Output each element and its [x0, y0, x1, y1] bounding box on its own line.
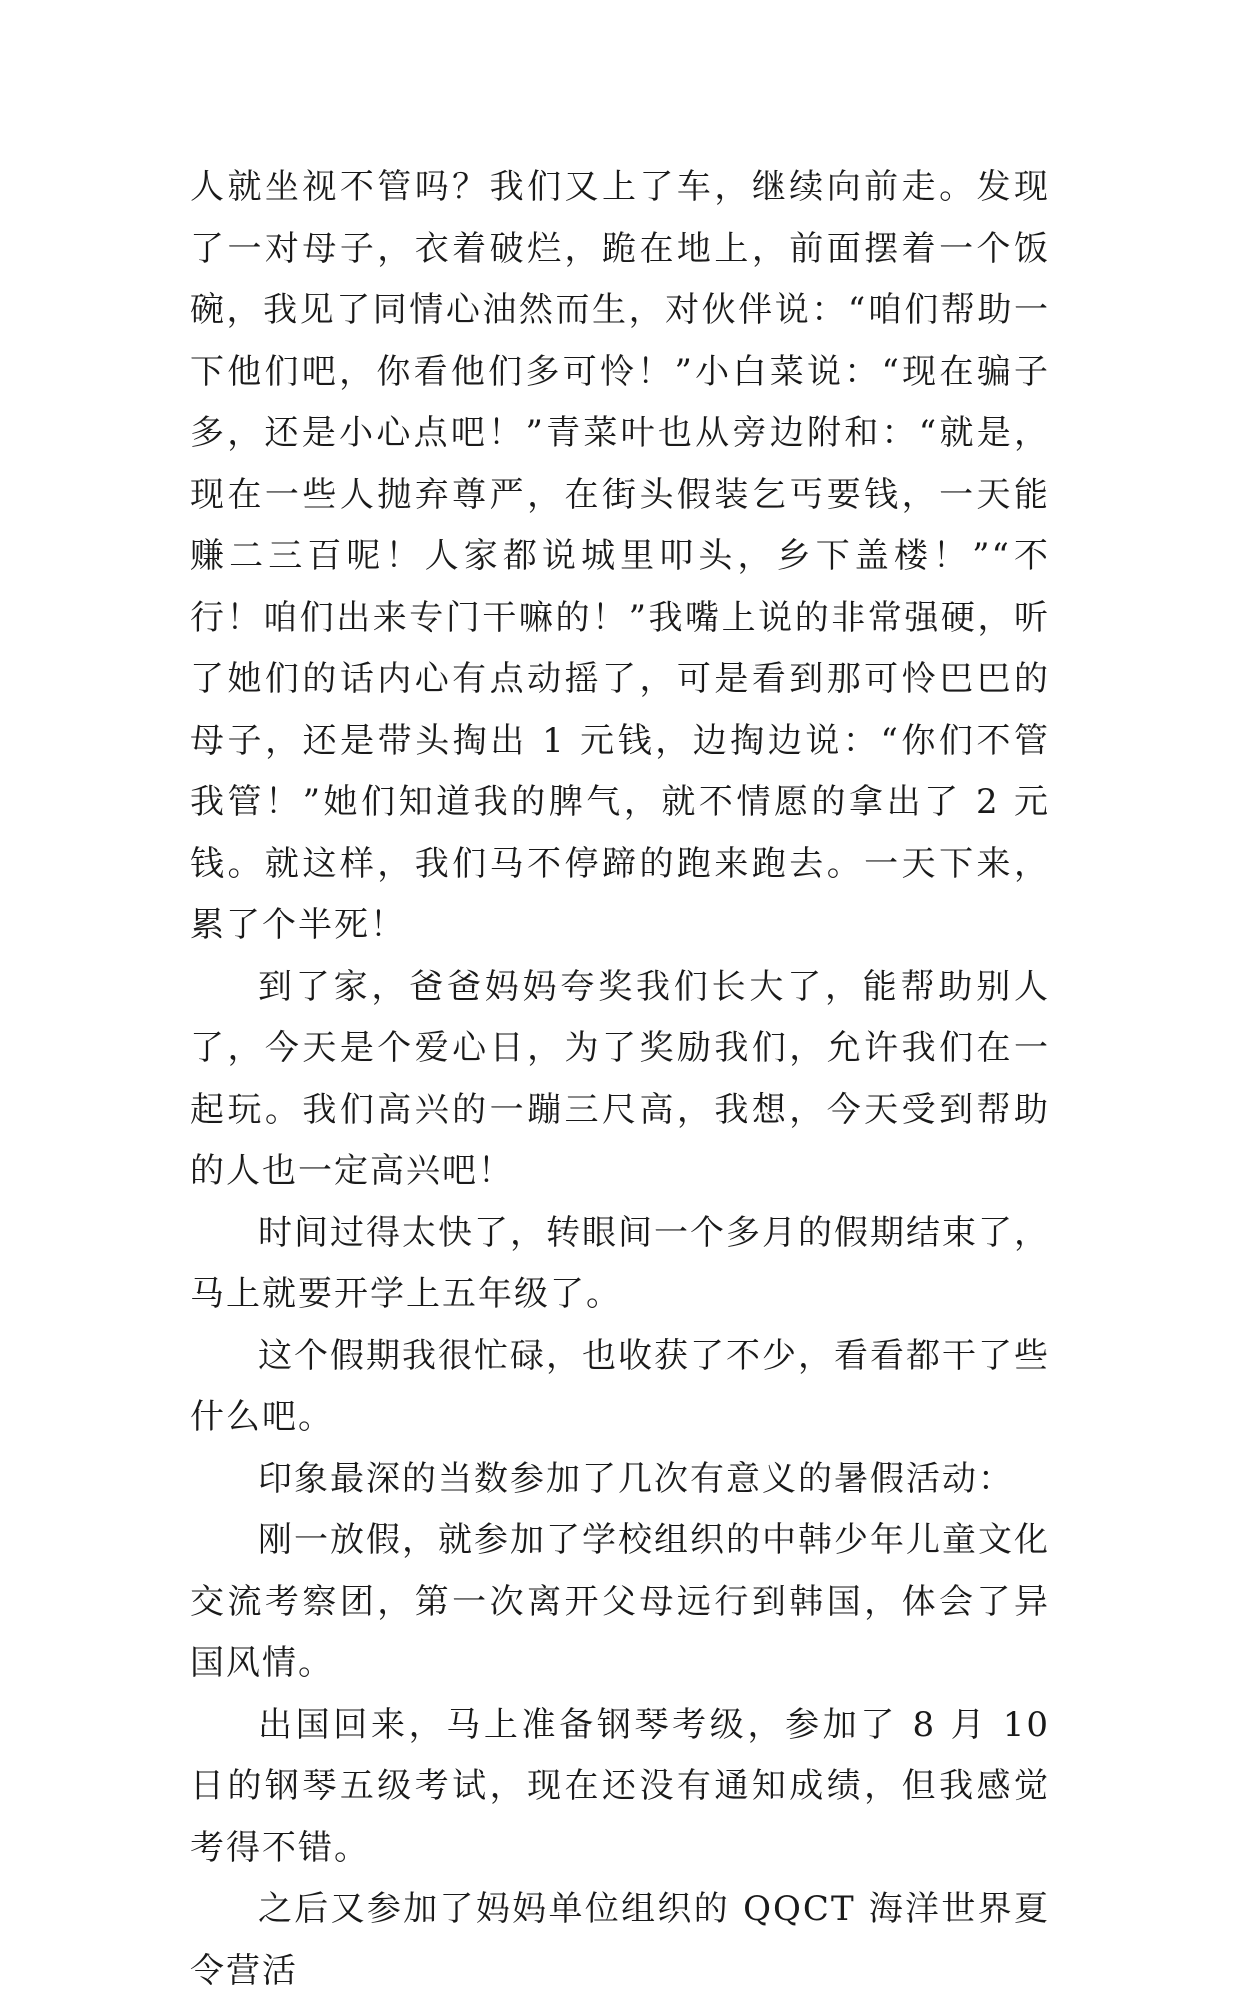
paragraph-activities-intro: 印象最深的当数参加了几次有意义的暑假活动：	[258, 1458, 1014, 1499]
paragraph-home: 到了家，爸爸妈妈夸奖我们长大了，能帮助别人了，今天是个爱心日，为了奖励我们，允许我们在一起玩。我们高兴的一蹦三尺高，我想，今天受到帮助的人也一定高兴吧！	[190, 966, 1050, 1191]
paragraph-busy-holiday: 这个假期我很忙碌，也收获了不少，看看都干了些什么吧。	[190, 1335, 1050, 1437]
paragraph-holiday-end: 时间过得太快了，转眼间一个多月的假期结束了，马上就要开学上五年级了。	[190, 1212, 1050, 1314]
paragraph-piano-exam: 出国回来，马上准备钢琴考级，参加了 8 月 10 日的钢琴五级考试，现在还没有通知成绩，但我感觉考得不错。	[190, 1704, 1050, 1868]
paragraph-summer-camp: 之后又参加了妈妈单位组织的 QQCT 海洋世界夏令营活	[190, 1889, 1050, 1991]
paragraph-continued: 人就坐视不管吗？我们又上了车，继续向前走。发现了一对母子，衣着破烂，跪在地上，前面摆着一个饭碗，我见了同情心油然而生，对伙伴说：“咱们帮助一下他们吧，你看他们多可怜！”小白菜说：“现在骗子多，还是小心点吧！”青菜叶也从旁边附和：“就是，现在一些人抛弃尊严，在街头假装乞丐要钱，一天能赚二三百呢！人家都说城里叩头，乡下盖楼！”“不行！咱们出来专门干嘛的！”我嘴上说的非常强硬，听了她们的话内心有点动摇了，可是看到那可怜巴巴的母子，还是带头掏出 1 元钱，边掏边说：“你们不管我管！”她们知道我的脾气，就不情愿的拿出了 2 元钱。就这样，我们马不停蹄的跑来跑去。一天下来，累了个半死！	[190, 167, 1050, 945]
document-body	[190, 157, 1050, 2002]
paragraph-korea-trip: 刚一放假，就参加了学校组织的中韩少年儿童文化交流考察团，第一次离开父母远行到韩国，体会了异国风情。	[190, 1520, 1050, 1683]
